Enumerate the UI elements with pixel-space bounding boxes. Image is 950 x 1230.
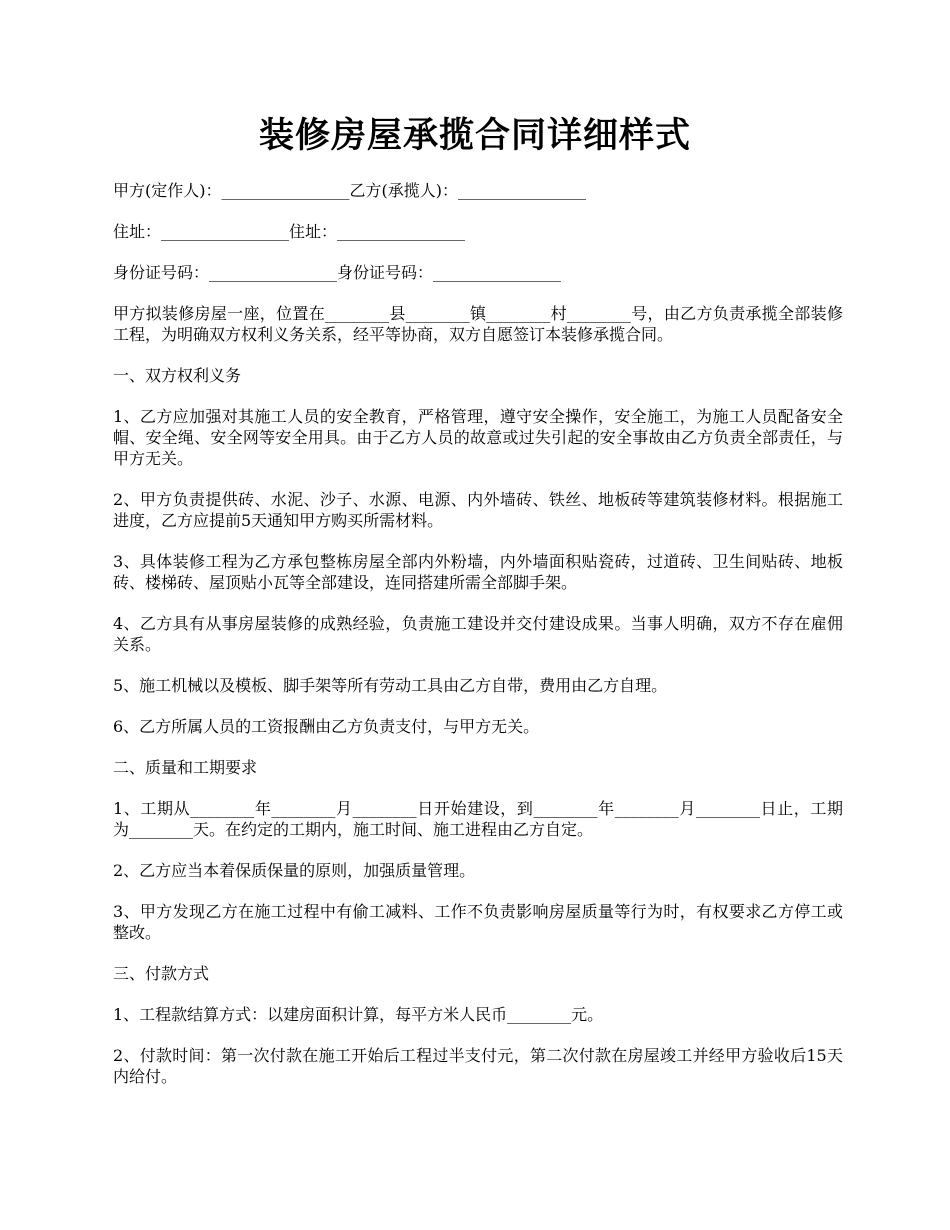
clause-paragraph: 1、乙方应加强对其施工人员的安全教育，严格管理，遵守安全操作，安全施工，为施工人员配备安全帽、安全绳、安全网等安全用具。由于乙方人员的故意或过失引起的安全事故由乙方负责全部责任，与甲方无关。: [113, 407, 843, 468]
document-body: [113, 180, 843, 1107]
address-line: 住址：________________住址：________________: [113, 222, 466, 241]
section-heading-rights: 一、双方权利义务: [113, 366, 242, 385]
preamble-paragraph: 甲方拟装修房屋一座，位置在________县________镇________村________号，由乙方负责承揽全部装修工程，为明确双方权利义务关系，经平等协商，双方自愿签订本装修承揽合同。: [113, 304, 843, 344]
clause-paragraph: 2、甲方负责提供砖、水泥、沙子、水源、电源、内外墙砖、铁丝、地板砖等建筑装修材料。根据施工进度，乙方应提前5天通知甲方购买所需材料。: [113, 490, 843, 530]
clause-paragraph: 2、付款时间：第一次付款在施工开始后工程过半支付元，第二次付款在房屋竣工并经甲方验收后15天内给付。: [113, 1046, 843, 1086]
id-number-line: 身份证号码：________________身份证号码：________________: [113, 263, 562, 282]
clause-paragraph: 1、工期从________年________月________日开始建设，到________年________月________日止，工期为________天。在约定的工期内，施工时间、施工进程由乙方自定。: [113, 799, 843, 839]
clause-paragraph: 5、施工机械以及模板、脚手架等所有劳动工具由乙方自带，费用由乙方自理。: [113, 676, 668, 695]
clause-paragraph: 6、乙方所属人员的工资报酬由乙方负责支付，与甲方无关。: [113, 717, 540, 736]
clause-paragraph: 4、乙方具有从事房屋装修的成熟经验，负责施工建设并交付建设成果。当事人明确，双方不存在雇佣关系。: [113, 614, 843, 654]
clause-paragraph: 1、工程款结算方式：以建房面积计算，每平方米人民币________元。: [113, 1005, 604, 1024]
party-a-b-line: 甲方(定作人)：________________乙方(承揽人)：________________: [113, 181, 586, 200]
section-heading-quality: 二、质量和工期要求: [113, 758, 258, 777]
clause-paragraph: 3、甲方发现乙方在施工过程中有偷工减料、工作不负责影响房屋质量等行为时，有权要求乙方停工或整改。: [113, 902, 843, 942]
clause-paragraph: 3、具体装修工程为乙方承包整栋房屋全部内外粉墙，内外墙面积贴瓷砖，过道砖、卫生间贴砖、地板砖、楼梯砖、屋顶贴小瓦等全部建设，连同搭建所需全部脚手架。: [113, 552, 843, 592]
section-heading-payment: 三、付款方式: [113, 964, 210, 983]
clause-paragraph: 2、乙方应当本着保质保量的原则，加强质量管理。: [113, 861, 476, 880]
document-title: 装修房屋承揽合同详细样式: [258, 115, 691, 156]
